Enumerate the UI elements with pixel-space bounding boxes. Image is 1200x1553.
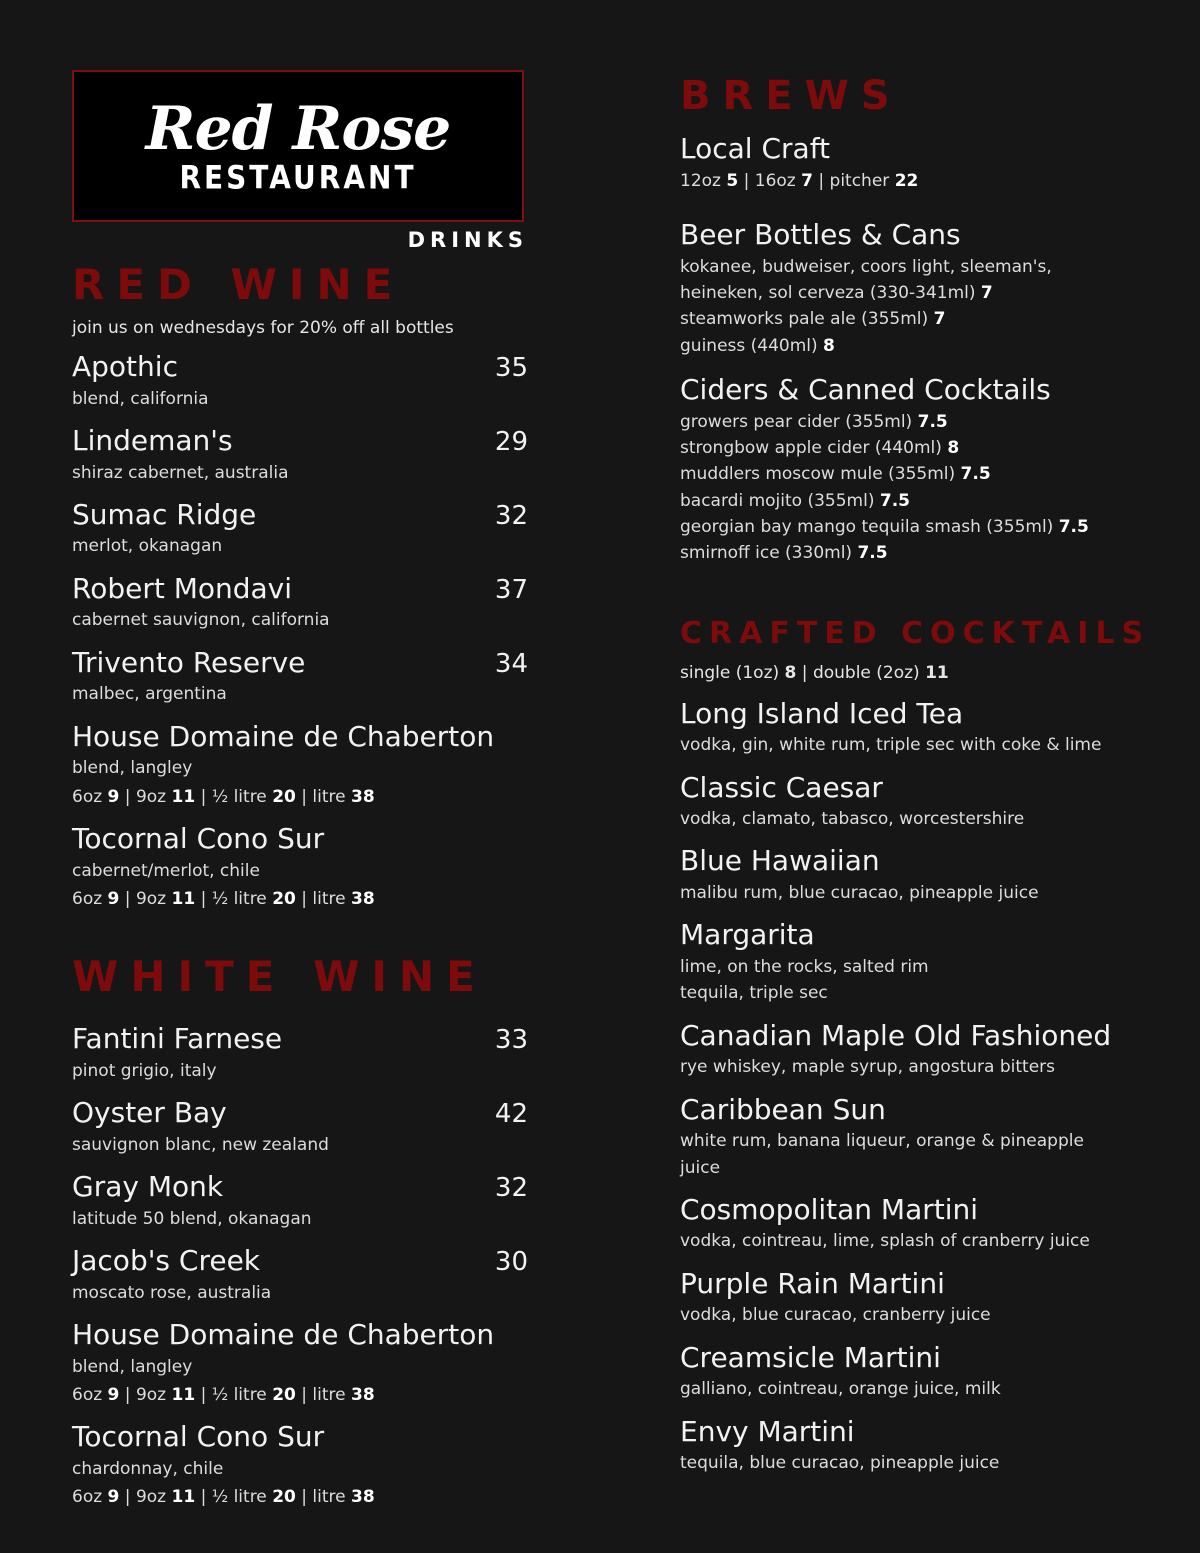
item-name: Tocornal Cono Sur <box>72 1420 325 1454</box>
drinks-label: DRINKS <box>407 228 528 252</box>
item-name: Apothic <box>72 350 178 383</box>
right-column <box>680 70 1170 1477</box>
menu-item <box>680 771 1170 833</box>
menu-item <box>72 350 528 412</box>
item-desc: blend, california <box>72 388 209 409</box>
item-desc: shiraz cabernet, australia <box>72 462 289 483</box>
item-price: 42 <box>494 1099 528 1130</box>
item-name: Local Craft <box>680 132 831 165</box>
item-desc: growers pear cider (355ml) 7.5 strongbow apple cider (440ml) 8 muddlers moscow mule (355ml) 7.5 bacardi mojito (355ml) 7.5 georgian bay mango tequila smash (355ml) 7.5 smirnoff ice (330ml) 7.5 <box>680 411 1089 564</box>
menu-item <box>72 1244 528 1306</box>
menu-item <box>72 822 528 912</box>
item-price: 34 <box>494 648 528 679</box>
item-name: Blue Hawaiian <box>680 844 880 878</box>
size-pricing: 6oz 9 | 9oz 11 | ½ litre 20 | litre 38 <box>72 1487 375 1508</box>
menu-item <box>680 1193 1170 1255</box>
item-desc: cabernet/merlot, chile <box>72 860 260 881</box>
item-desc: chardonnay, chile <box>72 1458 224 1479</box>
item-desc: vodka, blue curacao, cranberry juice <box>680 1305 991 1326</box>
item-name: Tocornal Cono Sur <box>72 821 325 855</box>
item-name: Fantini Farnese <box>72 1022 283 1056</box>
item-desc: sauvignon blanc, new zealand <box>72 1134 329 1155</box>
item-desc: malbec, argentina <box>72 684 227 705</box>
item-price: 30 <box>494 1247 528 1278</box>
item-desc: white rum, banana liqueur, orange & pineapple <box>680 1131 1084 1152</box>
menu-item <box>680 132 1170 194</box>
item-desc: tequila, triple sec <box>680 983 828 1004</box>
item-desc: vodka, cointreau, lime, splash of cranberry juice <box>680 1231 1090 1252</box>
menu-item <box>72 1420 528 1510</box>
white-wine-section <box>72 952 528 1510</box>
item-desc: vodka, gin, white rum, triple sec with coke & lime <box>680 735 1102 756</box>
brews-title: BREWS <box>680 73 902 119</box>
item-name: Lindeman's <box>72 423 233 457</box>
item-desc: lime, on the rocks, salted rim <box>680 956 929 977</box>
menu-item <box>680 1415 1170 1477</box>
menu-item <box>72 1170 528 1232</box>
item-desc: blend, langley <box>72 758 193 779</box>
cocktails-title: CRAFTED COCKTAILS <box>680 615 1151 651</box>
item-desc: malibu rum, blue curacao, pineapple juice <box>680 883 1039 904</box>
size-pricing: 6oz 9 | 9oz 11 | ½ litre 20 | litre 38 <box>72 786 375 807</box>
menu-item <box>72 498 528 560</box>
left-column <box>72 70 528 1511</box>
item-desc: tequila, blue curacao, pineapple juice <box>680 1453 1000 1474</box>
red-wine-section <box>72 260 528 912</box>
item-price: 33 <box>494 1025 528 1056</box>
item-desc: rye whiskey, maple syrup, angostura bitters <box>680 1057 1056 1078</box>
menu-item <box>680 218 1170 359</box>
item-desc: blend, langley <box>72 1356 193 1377</box>
menu-item <box>680 373 1170 567</box>
menu-item <box>680 1019 1170 1081</box>
menu-item <box>72 572 528 634</box>
menu-item <box>72 1096 528 1158</box>
item-name: Envy Martini <box>680 1414 855 1448</box>
size-pricing: 6oz 9 | 9oz 11 | ½ litre 20 | litre 38 <box>72 1384 375 1405</box>
red-wine-title: RED WINE <box>72 260 405 309</box>
item-name: Jacob's Creek <box>72 1244 261 1278</box>
menu-item <box>680 697 1170 759</box>
item-name: Robert Mondavi <box>72 571 293 605</box>
item-name: Caribbean Sun <box>680 1092 886 1126</box>
item-name: Sumac Ridge <box>72 497 257 531</box>
item-price: 32 <box>494 1173 528 1204</box>
red-wine-note: join us on wednesdays for 20% off all bottles <box>72 318 454 338</box>
menu-item <box>680 844 1170 906</box>
item-name: Oyster Bay <box>72 1096 227 1130</box>
item-price: 29 <box>494 426 528 457</box>
item-name: Beer Bottles & Cans <box>680 217 961 251</box>
menu-item <box>72 424 528 486</box>
item-name: Purple Rain Martini <box>680 1266 945 1300</box>
size-pricing: 6oz 9 | 9oz 11 | ½ litre 20 | litre 38 <box>72 888 375 909</box>
menu-item <box>680 1093 1170 1181</box>
item-name: House Domaine de Chaberton <box>72 1318 495 1351</box>
restaurant-logo <box>72 70 524 222</box>
item-price: 35 <box>494 353 528 383</box>
item-desc: kokanee, budweiser, coors light, sleeman's, heineken, sol cerveza (330-341ml) 7 steamworks pale ale (355ml) 7 guiness (440ml) 8 <box>680 256 1052 356</box>
item-name: Classic Caesar <box>680 770 883 804</box>
menu-item <box>680 1267 1170 1329</box>
item-name: Creamsicle Martini <box>680 1340 941 1374</box>
item-desc: galliano, cointreau, orange juice, milk <box>680 1379 1001 1400</box>
item-desc: pinot grigio, italy <box>72 1060 217 1081</box>
item-price: 37 <box>494 574 528 605</box>
item-name: Margarita <box>680 918 815 952</box>
item-name: Cosmopolitan Martini <box>680 1192 979 1226</box>
local-craft-pricing: 12oz 5 | 16oz 7 | pitcher 22 <box>680 170 919 191</box>
logo-sub-text: RESTAURANT <box>179 158 417 196</box>
logo-script-text: Red Rose <box>145 93 451 164</box>
item-name: House Domaine de Chaberton <box>72 719 495 753</box>
item-name: Gray Monk <box>72 1170 224 1204</box>
item-desc: latitude 50 blend, okanagan <box>72 1208 312 1229</box>
item-desc: vodka, clamato, tabasco, worcestershire <box>680 809 1025 830</box>
cocktails-section <box>680 615 1170 1477</box>
cocktail-pricing: single (1oz) 8 | double (2oz) 11 <box>680 662 949 683</box>
item-name: Ciders & Canned Cocktails <box>680 372 1051 406</box>
item-name: Long Island Iced Tea <box>680 696 964 730</box>
item-desc: juice <box>680 1157 721 1178</box>
white-wine-title: WHITE WINE <box>72 952 487 1002</box>
item-price: 32 <box>494 500 528 531</box>
item-desc: moscato rose, australia <box>72 1282 272 1303</box>
item-desc: merlot, okanagan <box>72 536 223 557</box>
menu-item <box>72 646 528 708</box>
menu-item <box>72 720 528 810</box>
menu-item <box>72 1022 528 1084</box>
item-name: Trivento Reserve <box>72 645 306 679</box>
menu-item <box>72 1318 528 1408</box>
item-name: Canadian Maple Old Fashioned <box>680 1018 1112 1052</box>
menu-item <box>680 918 1170 1006</box>
menu-item <box>680 1341 1170 1403</box>
brews-section <box>680 73 1170 567</box>
item-desc: cabernet sauvignon, california <box>72 610 330 631</box>
